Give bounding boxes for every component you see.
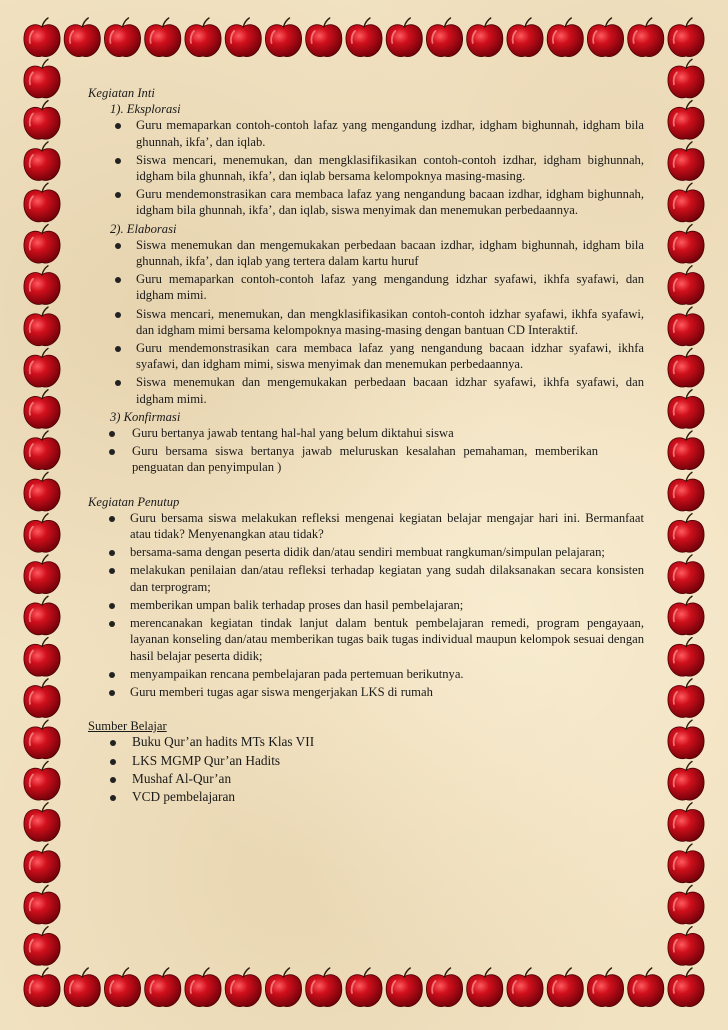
apple-icon	[185, 968, 221, 1007]
apple-icon	[467, 18, 503, 57]
bullet-icon	[115, 380, 121, 386]
apple-icon	[24, 720, 60, 759]
apple-icon	[145, 968, 181, 1007]
apple-icon	[64, 18, 100, 57]
apple-icon	[426, 18, 462, 57]
bullet-icon	[115, 243, 121, 249]
bullet-icon	[109, 431, 115, 437]
bullet-icon	[109, 449, 115, 455]
list-item: Guru bertanya jawab tentang hal-hal yang belum diktahui siswa	[88, 425, 598, 441]
list-item: bersama-sama dengan peserta didik dan/atau sendiri membuat rangkuman/simpulan pelajaran;	[88, 544, 644, 560]
konfirmasi-list	[88, 425, 598, 476]
apple-icon	[185, 18, 221, 57]
apple-icon	[24, 844, 60, 883]
apple-icon	[24, 596, 60, 635]
apple-icon	[145, 18, 181, 57]
apple-icon	[668, 679, 704, 718]
apple-icon	[306, 18, 342, 57]
apple-icon	[668, 596, 704, 635]
apple-icon	[306, 968, 342, 1007]
apple-icon	[668, 472, 704, 511]
apple-icon	[24, 885, 60, 924]
apple-icon	[24, 514, 60, 553]
apple-icon	[346, 968, 382, 1007]
apple-icon	[225, 18, 261, 57]
elaborasi-title: 2). Elaborasi	[110, 221, 177, 236]
apple-icon	[104, 18, 140, 57]
list-item: memberikan umpan balik terhadap proses dan hasil pembelajaran;	[88, 597, 644, 613]
apple-icon	[668, 514, 704, 553]
apple-icon	[628, 968, 664, 1007]
bullet-icon	[115, 312, 121, 318]
apple-icon	[24, 927, 60, 966]
apple-icon	[386, 18, 422, 57]
apple-icon	[104, 968, 140, 1007]
apple-icon	[507, 18, 543, 57]
apple-icon	[24, 142, 60, 181]
bullet-icon	[109, 568, 115, 574]
bullet-icon	[110, 740, 116, 746]
list-item: Guru memaparkan contoh-contoh lafaz yang mengandung idzhar syafawi, ikhfa syafawi, dan idgham mimi.	[88, 271, 644, 303]
apple-icon	[24, 266, 60, 305]
list-item: Guru mendemonstrasikan cara membaca lafaz yang nengandung bacaan idzhar syafawi, ikhfa syafawi, dan idgham mimi, siswa menyimak dan menemukan perbedaannya.	[88, 340, 644, 372]
elaborasi-list	[88, 237, 644, 407]
apple-icon	[668, 390, 704, 429]
apple-icon	[225, 968, 261, 1007]
apple-icon	[346, 18, 382, 57]
list-item: melakukan penilaian dan/atau refleksi terhadap kegiatan yang sudah dilaksanakan secara konsisten dan terprogram;	[88, 562, 644, 594]
apple-icon	[24, 638, 60, 677]
apple-icon	[668, 18, 704, 57]
list-item: Mushaf Al-Qur’an	[88, 771, 644, 787]
apple-icon	[668, 431, 704, 470]
apple-icon	[265, 968, 301, 1007]
list-item: Guru memberi tugas agar siswa mengerjakan LKS di rumah	[88, 684, 644, 700]
kegiatan-penutup-title: Kegiatan Penutup	[88, 494, 180, 509]
apple-icon	[668, 555, 704, 594]
apple-icon	[24, 803, 60, 842]
apple-icon	[24, 555, 60, 594]
bullet-icon	[109, 690, 115, 696]
list-item: Siswa mencari, menemukan, dan mengklasifikasikan contoh-contoh idzhar syafawi, ikhfa syafawi, dan idgham mimi bersama kelompoknya masing-masing dengan bantuan CD Interaktif.	[88, 306, 644, 338]
bullet-icon	[115, 123, 121, 129]
list-item: Buku Qur’an hadits MTs Klas VII	[88, 734, 644, 750]
list-item: menyampaikan rencana pembelajaran pada pertemuan berikutnya.	[88, 666, 644, 682]
bullet-icon	[109, 550, 115, 556]
penutup-list	[88, 510, 644, 700]
apple-icon	[64, 968, 100, 1007]
list-item: Guru bersama siswa melakukan refleksi mengenai kegiatan belajar mengajar hari ini. Bermanfaat atau tidak? Menyenangkan atau tidak?	[88, 510, 644, 542]
apple-icon	[24, 348, 60, 387]
apple-icon	[668, 348, 704, 387]
list-item: Guru mendemonstrasikan cara membaca lafaz yang nengandung bacaan izdhar, idgham bighunnah, idgham bila ghunnah, ikfa’, dan iqlab, siswa menyimak dan menemukan perbedaannya.	[88, 186, 644, 218]
apple-icon	[24, 472, 60, 511]
kegiatan-inti-title: Kegiatan Inti	[88, 86, 155, 100]
apple-icon	[668, 638, 704, 677]
apple-icon	[24, 18, 60, 57]
apple-icon	[668, 885, 704, 924]
apple-icon	[668, 844, 704, 883]
eksplorasi-list	[88, 117, 644, 218]
apple-icon	[668, 225, 704, 264]
list-item: Siswa mencari, menemukan, dan mengklasifikasikan contoh-contoh izdhar, idgham bighunnah, idgham bila ghunnah, ikfa’, dan iqlab bersama kelompoknya masing-masing.	[88, 152, 644, 184]
apple-icon	[668, 927, 704, 966]
apple-icon	[547, 18, 583, 57]
apple-icon	[668, 101, 704, 140]
bullet-icon	[110, 759, 116, 765]
bullet-icon	[109, 672, 115, 678]
apple-icon	[24, 968, 60, 1007]
konfirmasi-title: 3) Konfirmasi	[110, 409, 181, 424]
apple-icon	[24, 59, 60, 98]
apple-icon	[24, 225, 60, 264]
apple-icon	[24, 183, 60, 222]
list-item: VCD pembelajaran	[88, 789, 644, 805]
apple-icon	[668, 968, 704, 1007]
sumber-belajar-list	[88, 734, 644, 805]
list-item: merencanakan kegiatan tindak lanjut dalam bentuk pembelajaran remedi, program pengayaan, layanan konseling dan/atau memberikan tugas baik tugas individual maupun kelompok sesuai dengan hasil belajar peserta didik;	[88, 615, 644, 664]
apple-icon	[668, 266, 704, 305]
bullet-icon	[115, 158, 121, 164]
apple-icon	[467, 968, 503, 1007]
eksplorasi-title: 1). Eksplorasi	[110, 102, 181, 117]
apple-icon	[587, 968, 623, 1007]
apple-icon	[587, 18, 623, 57]
apple-icon	[24, 307, 60, 346]
bullet-icon	[109, 603, 115, 609]
apple-icon	[668, 720, 704, 759]
apple-icon	[507, 968, 543, 1007]
apple-icon	[668, 142, 704, 181]
apple-icon	[24, 390, 60, 429]
apple-icon	[668, 803, 704, 842]
apple-icon	[24, 761, 60, 800]
apple-icon	[668, 59, 704, 98]
list-item: LKS MGMP Qur’an Hadits	[88, 753, 644, 769]
apple-icon	[24, 101, 60, 140]
bullet-icon	[109, 621, 115, 627]
apple-icon	[265, 18, 301, 57]
list-item: Siswa menemukan dan mengemukakan perbedaan bacaan idzhar syafawi, ikhfa syafawi, dan idgham mimi.	[88, 374, 644, 406]
list-item: Guru memaparkan contoh-contoh lafaz yang mengandung izdhar, idgham bighunnah, idgham bila ghunnah, ikfa’, dan iqlab.	[88, 117, 644, 149]
bullet-icon	[115, 277, 121, 283]
bullet-icon	[115, 346, 121, 352]
apple-icon	[24, 679, 60, 718]
bullet-icon	[115, 192, 121, 198]
apple-icon	[547, 968, 583, 1007]
apple-icon	[668, 307, 704, 346]
apple-icon	[24, 431, 60, 470]
apple-icon	[628, 18, 664, 57]
bullet-icon	[110, 795, 116, 801]
sumber-belajar-title: Sumber Belajar	[88, 719, 167, 734]
bullet-icon	[110, 777, 116, 783]
apple-icon	[426, 968, 462, 1007]
apple-icon	[668, 761, 704, 800]
list-item: Guru bersama siswa bertanya jawab meluruskan kesalahan pemahaman, memberikan penguatan dan penyimpulan )	[88, 443, 598, 475]
lesson-content	[88, 85, 644, 807]
bullet-icon	[109, 516, 115, 522]
apple-icon	[668, 183, 704, 222]
list-item: Siswa menemukan dan mengemukakan perbedaan bacaan izdhar, idgham bighunnah, idgham bila ghunnah, ikfa’, dan iqlab yang tertera dalam kartu huruf	[88, 237, 644, 269]
apple-icon	[386, 968, 422, 1007]
